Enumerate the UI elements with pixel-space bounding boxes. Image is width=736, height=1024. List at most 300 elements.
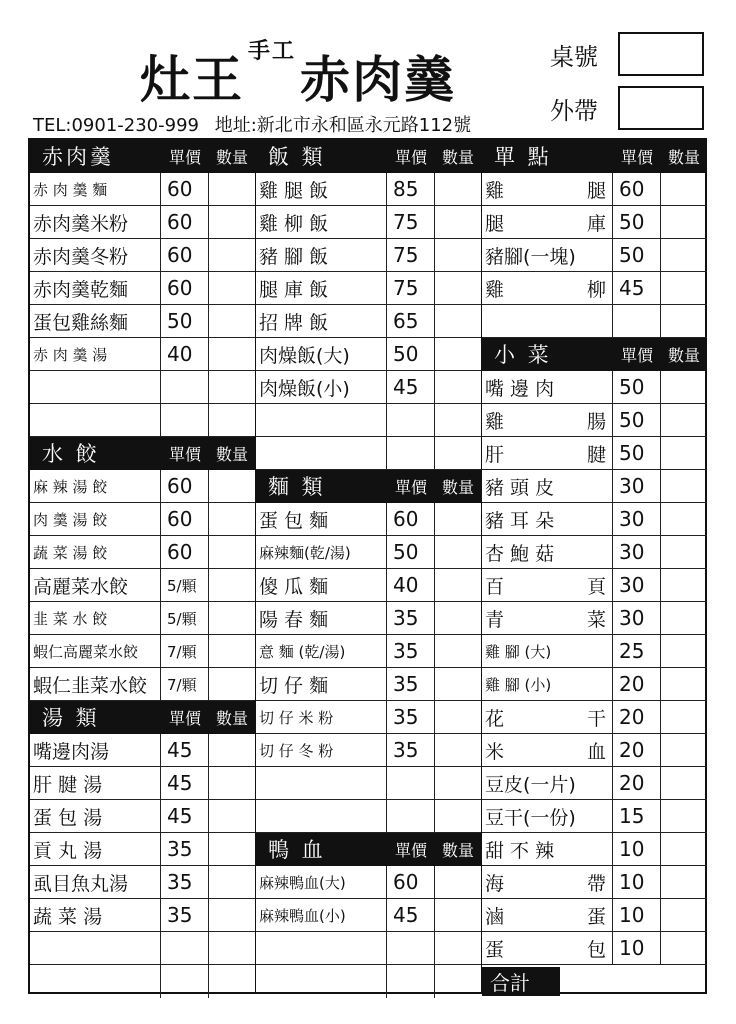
item-price: 50: [387, 338, 435, 370]
item-name: 腿 庫: [482, 206, 613, 238]
menu-item-row: [482, 371, 707, 404]
quantity-cell[interactable]: [661, 833, 707, 865]
item-price: 50: [613, 404, 661, 436]
menu-item-row: [256, 734, 481, 767]
item-name: 蔬 菜 湯 餃: [30, 536, 161, 568]
item-name: 甜 不 辣: [482, 833, 613, 865]
section-header: [256, 470, 481, 503]
quantity-cell[interactable]: [435, 239, 481, 271]
quantity-cell[interactable]: [435, 437, 481, 469]
menu-item-row: [30, 932, 255, 965]
quantity-cell[interactable]: [435, 866, 481, 898]
section-header: [30, 140, 255, 173]
quantity-cell[interactable]: [661, 371, 707, 403]
quantity-cell[interactable]: [435, 635, 481, 667]
quantity-cell[interactable]: [661, 602, 707, 634]
menu-item-row: [482, 470, 707, 503]
quantity-cell[interactable]: [661, 536, 707, 568]
item-price: 50: [613, 206, 661, 238]
menu-item-row: [30, 503, 255, 536]
unit-price-header: 單價: [168, 708, 201, 728]
menu-item-row: [30, 173, 255, 206]
quantity-cell[interactable]: [435, 536, 481, 568]
quantity-cell[interactable]: [435, 899, 481, 931]
menu-item-row: [30, 569, 255, 602]
quantity-cell[interactable]: [209, 371, 255, 403]
section-title: 湯 類: [42, 706, 100, 730]
item-name: 虱目魚丸湯: [30, 866, 161, 898]
menu-item-row: [30, 668, 255, 701]
item-price: 40: [161, 338, 209, 370]
menu-item-row: [30, 371, 255, 404]
quantity-cell[interactable]: [435, 503, 481, 535]
item-price: [387, 932, 435, 964]
menu-item-row: [256, 899, 481, 932]
quantity-cell[interactable]: [209, 206, 255, 238]
item-price: 5/顆: [161, 602, 209, 634]
quantity-cell[interactable]: [661, 701, 707, 733]
item-name: 招 牌 飯: [256, 305, 387, 337]
item-name: 豆皮(一片): [482, 767, 613, 799]
item-price: 10: [613, 866, 661, 898]
menu-item-row: [30, 734, 255, 767]
title-handmade: 手工: [248, 38, 297, 64]
quantity-cell[interactable]: [661, 503, 707, 535]
quantity-cell[interactable]: [435, 965, 481, 998]
item-price: 35: [161, 866, 209, 898]
menu-item-row: [256, 173, 481, 206]
item-name: 蛋 包: [482, 932, 613, 964]
menu-item-row: [482, 173, 707, 206]
title-left: 灶王: [140, 50, 244, 109]
table-number-label: 桌號: [550, 42, 598, 71]
item-price: 40: [387, 569, 435, 601]
menu-item-row: [256, 239, 481, 272]
section-header: [30, 437, 255, 470]
section-title: 鴨 血: [268, 838, 326, 862]
menu-column-3: [482, 140, 707, 995]
menu-item-row: [256, 800, 481, 833]
menu-item-row: [30, 239, 255, 272]
unit-price-header: 單價: [620, 147, 653, 167]
menu-item-row: [30, 899, 255, 932]
item-price: 60: [613, 173, 661, 205]
quantity-cell[interactable]: [209, 767, 255, 799]
menu-item-row: [482, 536, 707, 569]
item-name: 蝦仁韭菜水餃: [30, 668, 161, 700]
quantity-cell[interactable]: [435, 272, 481, 304]
quantity-cell[interactable]: [661, 470, 707, 502]
menu-item-row: [256, 569, 481, 602]
item-name: 切 仔 冬 粉: [256, 734, 387, 766]
quantity-cell[interactable]: [435, 173, 481, 205]
quantity-cell[interactable]: [435, 404, 481, 436]
item-price: 60: [161, 272, 209, 304]
item-name: [30, 404, 161, 436]
item-price: 20: [613, 767, 661, 799]
section-title: 小 菜: [494, 343, 552, 367]
section-title: 水 餃: [42, 442, 100, 466]
menu-item-row: [256, 635, 481, 668]
menu-item-row: [30, 866, 255, 899]
menu-item-row: [482, 569, 707, 602]
item-price: [161, 932, 209, 964]
unit-price-header: 單價: [394, 477, 427, 497]
item-name: 切 仔 米 粉: [256, 701, 387, 733]
item-name: 肝 腱 湯: [30, 767, 161, 799]
quantity-cell[interactable]: [661, 734, 707, 766]
menu-column-2: [256, 140, 482, 992]
item-name: 麻 辣 湯 餃: [30, 470, 161, 502]
quantity-cell[interactable]: [435, 767, 481, 799]
menu-item-row: [256, 602, 481, 635]
item-name: 豬 腳 飯: [256, 239, 387, 271]
item-name: 腿 庫 飯: [256, 272, 387, 304]
menu-item-row: [482, 899, 707, 932]
item-price: 60: [161, 173, 209, 205]
item-name: 陽 春 麵: [256, 602, 387, 634]
item-price: 30: [613, 569, 661, 601]
item-price: 60: [161, 470, 209, 502]
unit-price-header: 單價: [394, 840, 427, 860]
section-header: [482, 338, 707, 371]
item-name: 花 干: [482, 701, 613, 733]
item-price: [161, 371, 209, 403]
quantity-cell[interactable]: [209, 239, 255, 271]
item-price: 20: [613, 734, 661, 766]
quantity-cell[interactable]: [435, 701, 481, 733]
menu-item-row: [256, 437, 481, 470]
item-name: 雞 柳: [482, 272, 613, 304]
quantity-cell[interactable]: [209, 965, 255, 998]
menu-item-row: [256, 965, 481, 998]
item-name: [256, 437, 387, 469]
item-price: 50: [613, 437, 661, 469]
item-name: 麻辣麵(乾/湯): [256, 536, 387, 568]
menu-item-row: [256, 536, 481, 569]
quantity-cell[interactable]: [435, 206, 481, 238]
item-name: 雞 腿: [482, 173, 613, 205]
item-price: 35: [387, 602, 435, 634]
item-name: 意 麵 (乾/湯): [256, 635, 387, 667]
item-name: 赤肉羹米粉: [30, 206, 161, 238]
quantity-cell[interactable]: [209, 272, 255, 304]
quantity-cell[interactable]: [661, 272, 707, 304]
item-name: 肉 羹 湯 餃: [30, 503, 161, 535]
menu-item-row: [256, 668, 481, 701]
menu-item-row: [30, 965, 255, 998]
telephone: TEL:0901-230-999: [33, 115, 199, 136]
item-name: 韭 菜 水 餃: [30, 602, 161, 634]
item-price: 75: [387, 239, 435, 271]
menu-item-row: [256, 767, 481, 800]
unit-price-header: 單價: [168, 147, 201, 167]
item-name: 嘴邊肉湯: [30, 734, 161, 766]
menu-item-row: [30, 800, 255, 833]
item-price: [161, 965, 209, 998]
menu-item-row: [482, 701, 707, 734]
item-price: 35: [387, 701, 435, 733]
menu-item-row: [256, 371, 481, 404]
item-price: 60: [161, 503, 209, 535]
menu-item-row: [30, 305, 255, 338]
item-name: 高麗菜水餃: [30, 569, 161, 601]
item-name: 杏 鮑 菇: [482, 536, 613, 568]
quantity-cell[interactable]: [661, 800, 707, 832]
quantity-cell[interactable]: [661, 437, 707, 469]
item-price: [387, 437, 435, 469]
quantity-cell[interactable]: [209, 833, 255, 865]
quantity-cell[interactable]: [209, 338, 255, 370]
item-name: [256, 800, 387, 832]
menu-item-row: [482, 866, 707, 899]
menu-item-row: [30, 767, 255, 800]
item-price: 35: [161, 899, 209, 931]
section-header: [256, 833, 481, 866]
item-price: [387, 800, 435, 832]
item-name: [30, 965, 161, 998]
total-row: [482, 965, 707, 998]
item-name: 青 菜: [482, 602, 613, 634]
item-price: 45: [161, 800, 209, 832]
menu-item-row: [482, 635, 707, 668]
quantity-cell[interactable]: [435, 371, 481, 403]
item-name: 滷 蛋: [482, 899, 613, 931]
quantity-cell[interactable]: [209, 470, 255, 502]
item-name: 赤肉羹冬粉: [30, 239, 161, 271]
item-price: [613, 305, 661, 337]
item-name: 肉燥飯(大): [256, 338, 387, 370]
quantity-cell[interactable]: [661, 206, 707, 238]
quantity-cell[interactable]: [209, 866, 255, 898]
item-name: 蛋包雞絲麵: [30, 305, 161, 337]
menu-item-row: [30, 206, 255, 239]
quantity-header: 數量: [215, 708, 248, 728]
item-price: 30: [613, 536, 661, 568]
item-price: 25: [613, 635, 661, 667]
shop-title: [140, 40, 456, 112]
item-price: 30: [613, 503, 661, 535]
item-price: 50: [161, 305, 209, 337]
quantity-cell[interactable]: [209, 668, 255, 700]
menu-item-row: [256, 701, 481, 734]
quantity-cell[interactable]: [209, 800, 255, 832]
menu-item-row: [482, 932, 707, 965]
item-price: 10: [613, 932, 661, 964]
quantity-cell[interactable]: [209, 569, 255, 601]
total-label: 合計: [482, 967, 560, 996]
item-name: 蛋 包 麵: [256, 503, 387, 535]
item-name: 蛋 包 湯: [30, 800, 161, 832]
quantity-cell[interactable]: [209, 536, 255, 568]
item-name: 豬腳(一塊): [482, 239, 613, 271]
quantity-cell[interactable]: [209, 602, 255, 634]
takeout-label: 外帶: [550, 96, 598, 125]
item-price: 50: [613, 239, 661, 271]
address: 地址:新北市永和區永元路112號: [214, 115, 472, 136]
quantity-cell[interactable]: [435, 338, 481, 370]
item-name: 雞 腿 飯: [256, 173, 387, 205]
menu-item-row: [30, 536, 255, 569]
item-name: 百 頁: [482, 569, 613, 601]
item-name: 蔬 菜 湯: [30, 899, 161, 931]
quantity-header: 數量: [441, 840, 474, 860]
item-price: 20: [613, 701, 661, 733]
item-price: 75: [387, 272, 435, 304]
menu-item-row: [482, 503, 707, 536]
section-header: [256, 140, 481, 173]
takeout-box[interactable]: [618, 86, 704, 130]
item-price: [161, 404, 209, 436]
item-price: 35: [387, 635, 435, 667]
quantity-cell[interactable]: [209, 899, 255, 931]
menu-item-row: [256, 272, 481, 305]
item-price: 5/顆: [161, 569, 209, 601]
menu-item-row: [30, 635, 255, 668]
menu-item-row: [256, 932, 481, 965]
total-cell[interactable]: [482, 965, 707, 998]
item-price: 50: [613, 371, 661, 403]
item-name: 肉燥飯(小): [256, 371, 387, 403]
item-name: 貢 丸 湯: [30, 833, 161, 865]
item-price: 60: [387, 503, 435, 535]
item-name: [482, 305, 613, 337]
section-title: 飯 類: [268, 145, 326, 169]
item-name: 米 血: [482, 734, 613, 766]
quantity-cell[interactable]: [661, 239, 707, 271]
section-header: [482, 140, 707, 173]
quantity-cell[interactable]: [661, 173, 707, 205]
quantity-cell[interactable]: [209, 635, 255, 667]
menu-item-row: [482, 800, 707, 833]
quantity-cell[interactable]: [209, 404, 255, 436]
menu-item-row: [30, 404, 255, 437]
item-price: 35: [387, 668, 435, 700]
item-price: 10: [613, 833, 661, 865]
quantity-cell[interactable]: [661, 569, 707, 601]
item-price: 20: [613, 668, 661, 700]
quantity-cell[interactable]: [661, 899, 707, 931]
quantity-cell[interactable]: [661, 767, 707, 799]
item-name: 肝 腱: [482, 437, 613, 469]
title-right: 赤肉羹: [300, 50, 457, 109]
menu-item-row: [256, 503, 481, 536]
quantity-cell[interactable]: [435, 734, 481, 766]
table-number-box[interactable]: [618, 32, 704, 76]
item-name: 雞 腸: [482, 404, 613, 436]
section-header: [30, 701, 255, 734]
item-name: 雞 柳 飯: [256, 206, 387, 238]
item-name: 豬 頭 皮: [482, 470, 613, 502]
menu-item-row: [482, 272, 707, 305]
item-price: 45: [161, 734, 209, 766]
item-name: 赤肉羹乾麵: [30, 272, 161, 304]
contact-info: [33, 111, 471, 137]
quantity-cell[interactable]: [661, 305, 707, 337]
menu-item-row: [256, 404, 481, 437]
quantity-header: 數量: [215, 444, 248, 464]
quantity-cell[interactable]: [661, 866, 707, 898]
item-price: 45: [387, 899, 435, 931]
menu-item-row: [30, 602, 255, 635]
item-name: 豆干(一份): [482, 800, 613, 832]
item-name: 切 仔 麵: [256, 668, 387, 700]
item-price: 45: [613, 272, 661, 304]
menu-order-sheet: [28, 138, 707, 994]
quantity-header: 數量: [667, 345, 700, 365]
item-name: [256, 767, 387, 799]
item-price: 65: [387, 305, 435, 337]
menu-item-row: [482, 602, 707, 635]
item-name: 麻辣鴨血(小): [256, 899, 387, 931]
quantity-cell[interactable]: [209, 173, 255, 205]
menu-item-row: [482, 437, 707, 470]
unit-price-header: 單價: [620, 345, 653, 365]
quantity-cell[interactable]: [209, 503, 255, 535]
item-name: 雞 腳 (小): [482, 668, 613, 700]
item-price: [387, 404, 435, 436]
quantity-cell[interactable]: [435, 305, 481, 337]
quantity-cell[interactable]: [435, 569, 481, 601]
item-name: [30, 371, 161, 403]
item-name: [256, 932, 387, 964]
section-title: 麵 類: [268, 475, 326, 499]
quantity-cell[interactable]: [661, 932, 707, 964]
quantity-cell[interactable]: [435, 800, 481, 832]
item-price: [387, 965, 435, 998]
order-type-boxes: [550, 32, 704, 140]
menu-item-row: [482, 833, 707, 866]
item-name: 海 帶: [482, 866, 613, 898]
menu-column-1: [30, 140, 256, 992]
item-price: 15: [613, 800, 661, 832]
item-price: 7/顆: [161, 668, 209, 700]
menu-item-row: [256, 206, 481, 239]
section-title: 赤肉羹: [42, 145, 114, 169]
item-price: 85: [387, 173, 435, 205]
quantity-cell[interactable]: [209, 305, 255, 337]
menu-item-row: [482, 668, 707, 701]
quantity-cell[interactable]: [435, 668, 481, 700]
quantity-cell[interactable]: [661, 668, 707, 700]
item-name: [256, 404, 387, 436]
menu-item-row: [482, 206, 707, 239]
item-price: 7/顆: [161, 635, 209, 667]
quantity-header: 數量: [667, 147, 700, 167]
item-name: 蝦仁高麗菜水餃: [30, 635, 161, 667]
quantity-cell[interactable]: [435, 602, 481, 634]
item-price: 35: [161, 833, 209, 865]
item-name: 赤 肉 羹 湯: [30, 338, 161, 370]
item-name: 雞 腳 (大): [482, 635, 613, 667]
item-name: [30, 932, 161, 964]
quantity-cell[interactable]: [435, 932, 481, 964]
quantity-cell[interactable]: [661, 404, 707, 436]
menu-item-row: [482, 239, 707, 272]
quantity-header: 數量: [441, 147, 474, 167]
menu-item-row: [482, 767, 707, 800]
quantity-cell[interactable]: [209, 734, 255, 766]
item-price: 60: [387, 866, 435, 898]
menu-item-row: [256, 305, 481, 338]
quantity-cell[interactable]: [209, 932, 255, 964]
menu-item-row: [30, 470, 255, 503]
quantity-header: 數量: [441, 477, 474, 497]
item-price: 45: [161, 767, 209, 799]
item-name: 傻 瓜 麵: [256, 569, 387, 601]
quantity-cell[interactable]: [661, 635, 707, 667]
menu-item-row: [30, 272, 255, 305]
